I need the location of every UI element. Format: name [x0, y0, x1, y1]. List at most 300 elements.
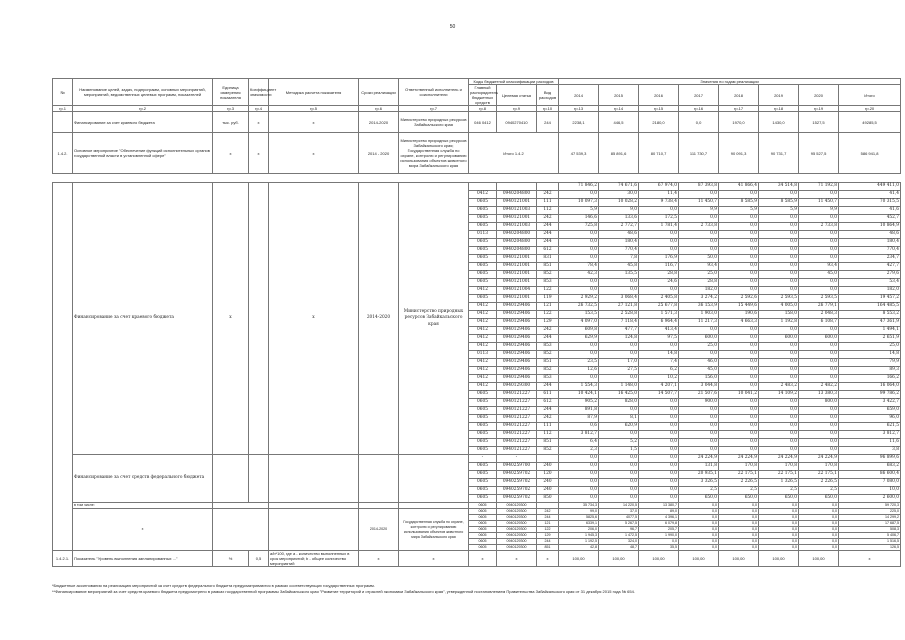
- table-cell: 0,0: [759, 247, 799, 255]
- table-cell: 53,4: [839, 279, 901, 287]
- year-header: 2020: [799, 85, 839, 106]
- table-cell: 0,0: [719, 423, 759, 431]
- table-cell: 0,0: [679, 423, 719, 431]
- table-cell: 93,4: [799, 263, 839, 271]
- table-cell: 0605: [469, 199, 497, 207]
- column-number: гр.10: [537, 106, 559, 112]
- table-cell: 0940259702: [497, 471, 537, 479]
- row-name: Основное мероприятие "Обеспечение функций исполнительных органов государственной власти в установленной сфере": [73, 133, 213, 174]
- table-cell: 0,0: [719, 527, 759, 533]
- table-cell: 0940129300: [497, 521, 537, 527]
- table-cell: 119: [537, 295, 559, 303]
- table-cell: 6 108,7: [799, 319, 839, 327]
- table-cell: %: [213, 551, 249, 567]
- table-cell: 0,0: [599, 279, 639, 287]
- table-cell: 0,0: [639, 287, 679, 295]
- year-header: 2015: [599, 85, 639, 106]
- table-cell: 2 929,2: [559, 295, 599, 303]
- table-cell: 612: [537, 399, 559, 407]
- table-cell: 0113: [469, 231, 497, 239]
- table-cell: 0940129406: [497, 351, 537, 359]
- table-cell: 0,0: [799, 533, 839, 539]
- year-header: 2019: [759, 85, 799, 106]
- table-cell: 100,00: [679, 551, 719, 567]
- table-cell: 851: [537, 545, 559, 551]
- table-cell: 205,7: [639, 527, 679, 533]
- table-cell: 0,0: [679, 351, 719, 359]
- table-cell: 449 411,0: [839, 183, 901, 191]
- table-cell: 2 593,5: [799, 295, 839, 303]
- table-cell: 166,2: [839, 375, 901, 383]
- col-method-header: Методика расчета показателя: [269, 79, 359, 106]
- table-cell: 42,8: [559, 545, 599, 551]
- table-cell: 611: [537, 391, 559, 399]
- table-cell: 2014-2020: [359, 509, 399, 551]
- table-cell: 0,0: [719, 223, 759, 231]
- table-cell: 2,5: [679, 487, 719, 495]
- table-cell: 0,0: [719, 215, 759, 223]
- table-cell: 0940121227: [497, 391, 537, 399]
- table-cell: 2014-2020: [359, 183, 399, 455]
- table-cell: [469, 183, 497, 191]
- executor-gos: Государственная служба по охране, контролю и регулированию использования объектов животного мира Забайкальского края: [399, 509, 469, 551]
- table-cell: 244: [537, 539, 559, 545]
- table-cell: 1 903,0: [679, 311, 719, 319]
- table-cell: 14 220,5: [599, 503, 639, 509]
- table-cell: 0940129406: [497, 319, 537, 327]
- table-cell: 0,0: [759, 515, 799, 521]
- table-cell: 172,5: [639, 215, 679, 223]
- table-cell: 725,8: [559, 223, 599, 231]
- table-cell: 0605: [469, 509, 497, 515]
- table-cell: 100,00: [599, 551, 639, 567]
- table-cell: 14 507,7: [639, 391, 679, 399]
- table-cell: 0,0: [759, 359, 799, 367]
- table-cell: 182,0: [679, 287, 719, 295]
- table-cell: 8,1: [599, 415, 639, 423]
- column-number: гр.4: [249, 106, 269, 112]
- table-cell: 0,0: [679, 231, 719, 239]
- table-cell: 87 393,8: [679, 183, 719, 191]
- indicator-name: Показатель "Уровень выполнения запланированных ...": [73, 551, 213, 567]
- table-cell: 0605: [469, 247, 497, 255]
- table-cell: 89,3: [839, 367, 901, 375]
- table-cell: 10,2: [639, 375, 679, 383]
- table-cell: 10 028,2: [599, 199, 639, 207]
- table-cell: 244: [537, 407, 559, 415]
- table-cell: 17 687,5: [839, 521, 901, 527]
- table-cell: 0940259702: [497, 487, 537, 495]
- table-cell: 5,9: [559, 207, 599, 215]
- table-cell: 0,0: [679, 407, 719, 415]
- table-cell: 659,0: [839, 407, 901, 415]
- table-cell: 0605: [469, 207, 497, 215]
- table-cell: 600,0: [799, 335, 839, 343]
- table-cell: -: [497, 455, 537, 463]
- executor: Министерство природных ресурсов Забайкальского края: [399, 183, 469, 455]
- table-cell: 0605: [469, 295, 497, 303]
- table-cell: 4 207,1: [639, 383, 679, 391]
- table-cell: 0,0: [719, 247, 759, 255]
- table-cell: 0,0: [719, 335, 759, 343]
- table-cell: 0,0: [679, 539, 719, 545]
- table-cell: 24 224,9: [719, 455, 759, 463]
- table-cell: 0,0: [759, 367, 799, 375]
- table-cell: 25,0: [679, 343, 719, 351]
- col-coef-header: Коэффициент значимости: [249, 79, 269, 106]
- table-cell: 0,0: [799, 375, 839, 383]
- table-cell: 0,0: [559, 479, 599, 487]
- table-cell: 0940121001: [497, 263, 537, 271]
- table-cell: 124,8: [599, 335, 639, 343]
- table-cell: 10 424,1: [559, 391, 599, 399]
- table-cell: 0,0: [639, 343, 679, 351]
- table-cell: 0,0: [759, 223, 799, 231]
- table-cell: 47 361,9: [839, 319, 901, 327]
- column-number: гр.1: [53, 106, 73, 112]
- table-cell: 121: [537, 521, 559, 527]
- table-cell: 112: [537, 207, 559, 215]
- table-cell: 0412: [469, 359, 497, 367]
- table-cell: 12,6: [559, 367, 599, 375]
- table-cell: 242: [537, 191, 559, 199]
- table-cell: 0,0: [799, 215, 839, 223]
- table-cell: 0,0: [759, 533, 799, 539]
- table-cell: 122: [537, 287, 559, 295]
- table-cell: 0605: [469, 503, 497, 509]
- table-cell: 0605: [469, 263, 497, 271]
- kbk-header-2: Целевая статья: [497, 85, 537, 106]
- table-cell: 0,0: [559, 495, 599, 503]
- table-cell: 10 041,2: [719, 391, 759, 399]
- table-cell: 0,0: [719, 539, 759, 545]
- table-cell: 0,0: [679, 533, 719, 539]
- table-cell: 26 779,1: [799, 303, 839, 311]
- table-cell: 0,0: [799, 521, 839, 527]
- table-cell: 0940129300: [497, 509, 537, 515]
- table-cell: 853: [537, 375, 559, 383]
- table-cell: х: [73, 509, 213, 551]
- table-cell: 67 974,0: [639, 183, 679, 191]
- table-cell: 14,8: [639, 351, 679, 359]
- detail-table: [52, 182, 901, 567]
- table-cell: 146,6: [559, 215, 599, 223]
- table-cell: 97,5: [639, 335, 679, 343]
- table-cell: 0940121001: [497, 271, 537, 279]
- table-cell: 0,0: [759, 279, 799, 287]
- table-cell: 2 528,8: [599, 311, 639, 319]
- table-cell: 0940121227: [497, 415, 537, 423]
- table-cell: 28,8: [639, 271, 679, 279]
- table-cell: 14 299,2: [839, 515, 901, 521]
- column-number: гр.16: [679, 106, 719, 112]
- table-cell: 0,0: [759, 439, 799, 447]
- table-cell: 0,0: [799, 527, 839, 533]
- table-cell: 851: [537, 263, 559, 271]
- table-cell: 0,0: [679, 521, 719, 527]
- table-cell: 1 781,4: [639, 223, 679, 231]
- table-cell: 0412: [469, 287, 497, 295]
- table-cell: 0,0: [639, 447, 679, 455]
- table-cell: [53, 183, 73, 551]
- table-cell: 7 080,0: [839, 479, 901, 487]
- table-cell: 0,0: [639, 539, 679, 545]
- column-number: гр.14: [599, 106, 639, 112]
- table-cell: [269, 455, 359, 503]
- table-cell: 0,0: [759, 423, 799, 431]
- table-cell: 0940121227: [497, 447, 537, 455]
- table-cell: 100,00: [639, 551, 679, 567]
- table-cell: 2,3: [559, 447, 599, 455]
- table-row: [53, 183, 901, 191]
- table-cell: 2 733,8: [679, 223, 719, 231]
- table-cell: 0,0: [599, 471, 639, 479]
- table-cell: 27 121,8: [599, 303, 639, 311]
- table-cell: 600,0: [679, 335, 719, 343]
- table-cell: 0,0: [599, 343, 639, 351]
- table-cell: 0605: [469, 399, 497, 407]
- table-cell: 5 267,5: [599, 521, 639, 527]
- table-row: [53, 455, 901, 463]
- table-cell: 0605: [469, 271, 497, 279]
- table-cell: 24 224,9: [679, 455, 719, 463]
- table-cell: 0,6: [559, 423, 599, 431]
- table-cell: 4 396,1: [639, 515, 679, 521]
- table-cell: 324,0: [599, 539, 639, 545]
- table-cell: 24 224,9: [759, 455, 799, 463]
- table-cell: 0,0: [759, 191, 799, 199]
- table-cell: 21 507,6: [679, 391, 719, 399]
- table-cell: 0605: [469, 223, 497, 231]
- table-cell: 2 483,2: [759, 383, 799, 391]
- table-cell: 182,0: [839, 287, 901, 295]
- table-cell: 3 044,8: [679, 383, 719, 391]
- table-cell: 5,2: [599, 439, 639, 447]
- table-cell: х: [399, 551, 469, 567]
- table-cell: 129: [537, 533, 559, 539]
- table-cell: 0,0: [679, 503, 719, 509]
- table-cell: 23,5: [559, 359, 599, 367]
- table-cell: 96,7: [599, 527, 639, 533]
- table-cell: 0,0: [679, 247, 719, 255]
- table-cell: 683,2: [839, 463, 901, 471]
- table-cell: 0,0: [599, 351, 639, 359]
- table-cell: 0,0: [759, 271, 799, 279]
- column-number: гр.7: [399, 106, 469, 112]
- table-cell: 0940129300: [497, 533, 537, 539]
- table-cell: 0,0: [799, 231, 839, 239]
- table-cell: 3 812,7: [559, 431, 599, 439]
- col-exec-header: Ответственный исполнитель и соисполнители: [399, 79, 469, 106]
- table-cell: 0113: [469, 351, 497, 359]
- table-cell: 0,0: [639, 239, 679, 247]
- table-cell: 244: [537, 383, 559, 391]
- table-cell: 0940121001: [497, 199, 537, 207]
- table-cell: 45,8: [599, 263, 639, 271]
- table-cell: 0,0: [719, 359, 759, 367]
- table-cell: 0,0: [679, 447, 719, 455]
- table-cell: 0940129300: [497, 383, 537, 391]
- table-cell: 0605: [469, 495, 497, 503]
- table-cell: 0,0: [559, 287, 599, 295]
- table-cell: 13 380,7: [639, 503, 679, 509]
- table-cell: 2 600,0: [839, 495, 901, 503]
- table-cell: 7,8: [599, 255, 639, 263]
- table-cell: 0,0: [679, 327, 719, 335]
- table-cell: 4 005,0: [759, 303, 799, 311]
- table-cell: 0,0: [599, 455, 639, 463]
- indicator-row: [53, 551, 901, 567]
- table-cell: 0605: [469, 479, 497, 487]
- table-cell: 0,0: [599, 431, 639, 439]
- col-unit-header: Единица измерения показателя: [213, 79, 249, 106]
- table-cell: 78,4: [559, 263, 599, 271]
- table-cell: 0,0: [719, 447, 759, 455]
- table-cell: 0,0: [759, 375, 799, 383]
- table-cell: 244: [537, 231, 559, 239]
- table-cell: 0412: [469, 191, 497, 199]
- table-cell: 508,3: [839, 527, 901, 533]
- table-cell: 0940121004: [497, 287, 537, 295]
- table-cell: 13 380,3: [799, 391, 839, 399]
- table-cell: 244: [537, 335, 559, 343]
- table-cell: 0,0: [799, 509, 839, 515]
- table-cell: 0412: [469, 343, 497, 351]
- table-cell: [249, 183, 269, 455]
- table-cell: 477,7: [599, 327, 639, 335]
- table-cell: 116,7: [639, 263, 679, 271]
- table-cell: 0,0: [799, 239, 839, 247]
- table-cell: 800,0: [799, 399, 839, 407]
- table-cell: 0,0: [799, 255, 839, 263]
- table-cell: 0,0: [599, 375, 639, 383]
- table-cell: 0940129300: [497, 539, 537, 545]
- table-cell: 2 405,8: [639, 295, 679, 303]
- table-cell: 0,0: [639, 231, 679, 239]
- values-group-header: Значения по годам реализации: [559, 79, 901, 85]
- table-cell: 100,00: [559, 551, 599, 567]
- table-cell: 14 109,2: [759, 391, 799, 399]
- table-cell: 600,0: [759, 335, 799, 343]
- table-cell: 0940129300: [497, 503, 537, 509]
- table-cell: 1 472,5: [599, 533, 639, 539]
- table-cell: 17,0: [599, 359, 639, 367]
- table-cell: 0940129406: [497, 311, 537, 319]
- table-cell: 242: [537, 509, 559, 515]
- table-cell: 16 064,0: [839, 383, 901, 391]
- table-cell: 0,0: [679, 545, 719, 551]
- table-cell: 0,0: [719, 191, 759, 199]
- table-cell: 0,0: [719, 521, 759, 527]
- table-cell: 0,0: [719, 383, 759, 391]
- table-cell: 851: [537, 439, 559, 447]
- table-cell: 87,9: [559, 415, 599, 423]
- table-cell: 0940121001: [497, 295, 537, 303]
- table-cell: 852: [537, 367, 559, 375]
- table-cell: 6,2: [639, 367, 679, 375]
- col-name-header: Наименование целей, задач, подпрограмм, основных мероприятий, мероприятий, ведомственных целевых программ, показателей: [73, 79, 213, 106]
- column-number: гр.15: [639, 106, 679, 112]
- table-cell: 0605: [469, 527, 497, 533]
- table-cell: 0412: [469, 303, 497, 311]
- table-cell: 135,5: [599, 271, 639, 279]
- table-cell: 0,5: [249, 551, 269, 567]
- table-cell: [213, 455, 249, 503]
- table-cell: 0,0: [719, 503, 759, 509]
- table-cell: 612: [537, 247, 559, 255]
- table-cell: 0,0: [799, 415, 839, 423]
- table-cell: 0,0: [759, 351, 799, 359]
- table-cell: 3 422,7: [839, 399, 901, 407]
- table-cell: 9,9: [799, 207, 839, 215]
- table-cell: 25,0: [839, 343, 901, 351]
- table-cell: 1 945,3: [559, 533, 599, 539]
- table-cell: 0,0: [559, 343, 599, 351]
- year-header: Итого: [839, 85, 901, 106]
- table-cell: 905,2: [559, 399, 599, 407]
- table-cell: 99,0: [559, 509, 599, 515]
- table-cell: 0,0: [719, 367, 759, 375]
- table-cell: 0940129300: [497, 515, 537, 521]
- table-cell: х: [839, 551, 901, 567]
- table-cell: 121: [537, 303, 559, 311]
- table-cell: 48,7: [599, 545, 639, 551]
- table-cell: 1 554,3: [559, 383, 599, 391]
- table-cell: х: [537, 551, 559, 567]
- table-cell: 0,0: [679, 191, 719, 199]
- table-cell: [399, 455, 469, 503]
- table-cell: 0,0: [719, 287, 759, 295]
- table-cell: 828,0: [599, 399, 639, 407]
- table-cell: 2 226,5: [719, 479, 759, 487]
- table-cell: х: [269, 183, 359, 455]
- table-cell: 0412: [469, 383, 497, 391]
- table-cell: х: [359, 551, 399, 567]
- table-cell: 41 866,4: [719, 183, 759, 191]
- year-header: 2017: [679, 85, 719, 106]
- table-cell: 609,8: [559, 327, 599, 335]
- table-cell: 48,6: [599, 231, 639, 239]
- table-cell: 1 148,0: [599, 383, 639, 391]
- table-cell: 900,0: [679, 399, 719, 407]
- table-cell: 22 175,1: [759, 471, 799, 479]
- table-cell: 176,9: [639, 255, 679, 263]
- column-number: гр.2: [73, 106, 213, 112]
- table-cell: 0,0: [559, 247, 599, 255]
- table-cell: 0,0: [639, 247, 679, 255]
- table-cell: 0940121227: [497, 423, 537, 431]
- table-cell: 9 738,4: [639, 199, 679, 207]
- table-cell: 0,0: [559, 279, 599, 287]
- table-cell: 129: [537, 319, 559, 327]
- table-cell: 0605: [469, 415, 497, 423]
- table-cell: 15 449,6: [719, 303, 759, 311]
- table-cell: 853: [537, 279, 559, 287]
- year-header: 2018: [719, 85, 759, 106]
- table-cell: х: [213, 183, 249, 455]
- column-number: гр.17: [719, 106, 759, 112]
- table-cell: 0,0: [759, 539, 799, 545]
- table-cell: 0,0: [759, 447, 799, 455]
- kbk-header-1: Главный распорядитель бюджетных средств: [470, 85, 499, 105]
- table-cell: 0,0: [639, 207, 679, 215]
- table-cell: 0,0: [799, 191, 839, 199]
- table-cell: 620,9: [599, 423, 639, 431]
- table-cell: 0940204800: [497, 231, 537, 239]
- table-cell: 8 553,2: [839, 311, 901, 319]
- table-cell: 1 326,5: [759, 479, 799, 487]
- table-cell: 0,0: [679, 439, 719, 447]
